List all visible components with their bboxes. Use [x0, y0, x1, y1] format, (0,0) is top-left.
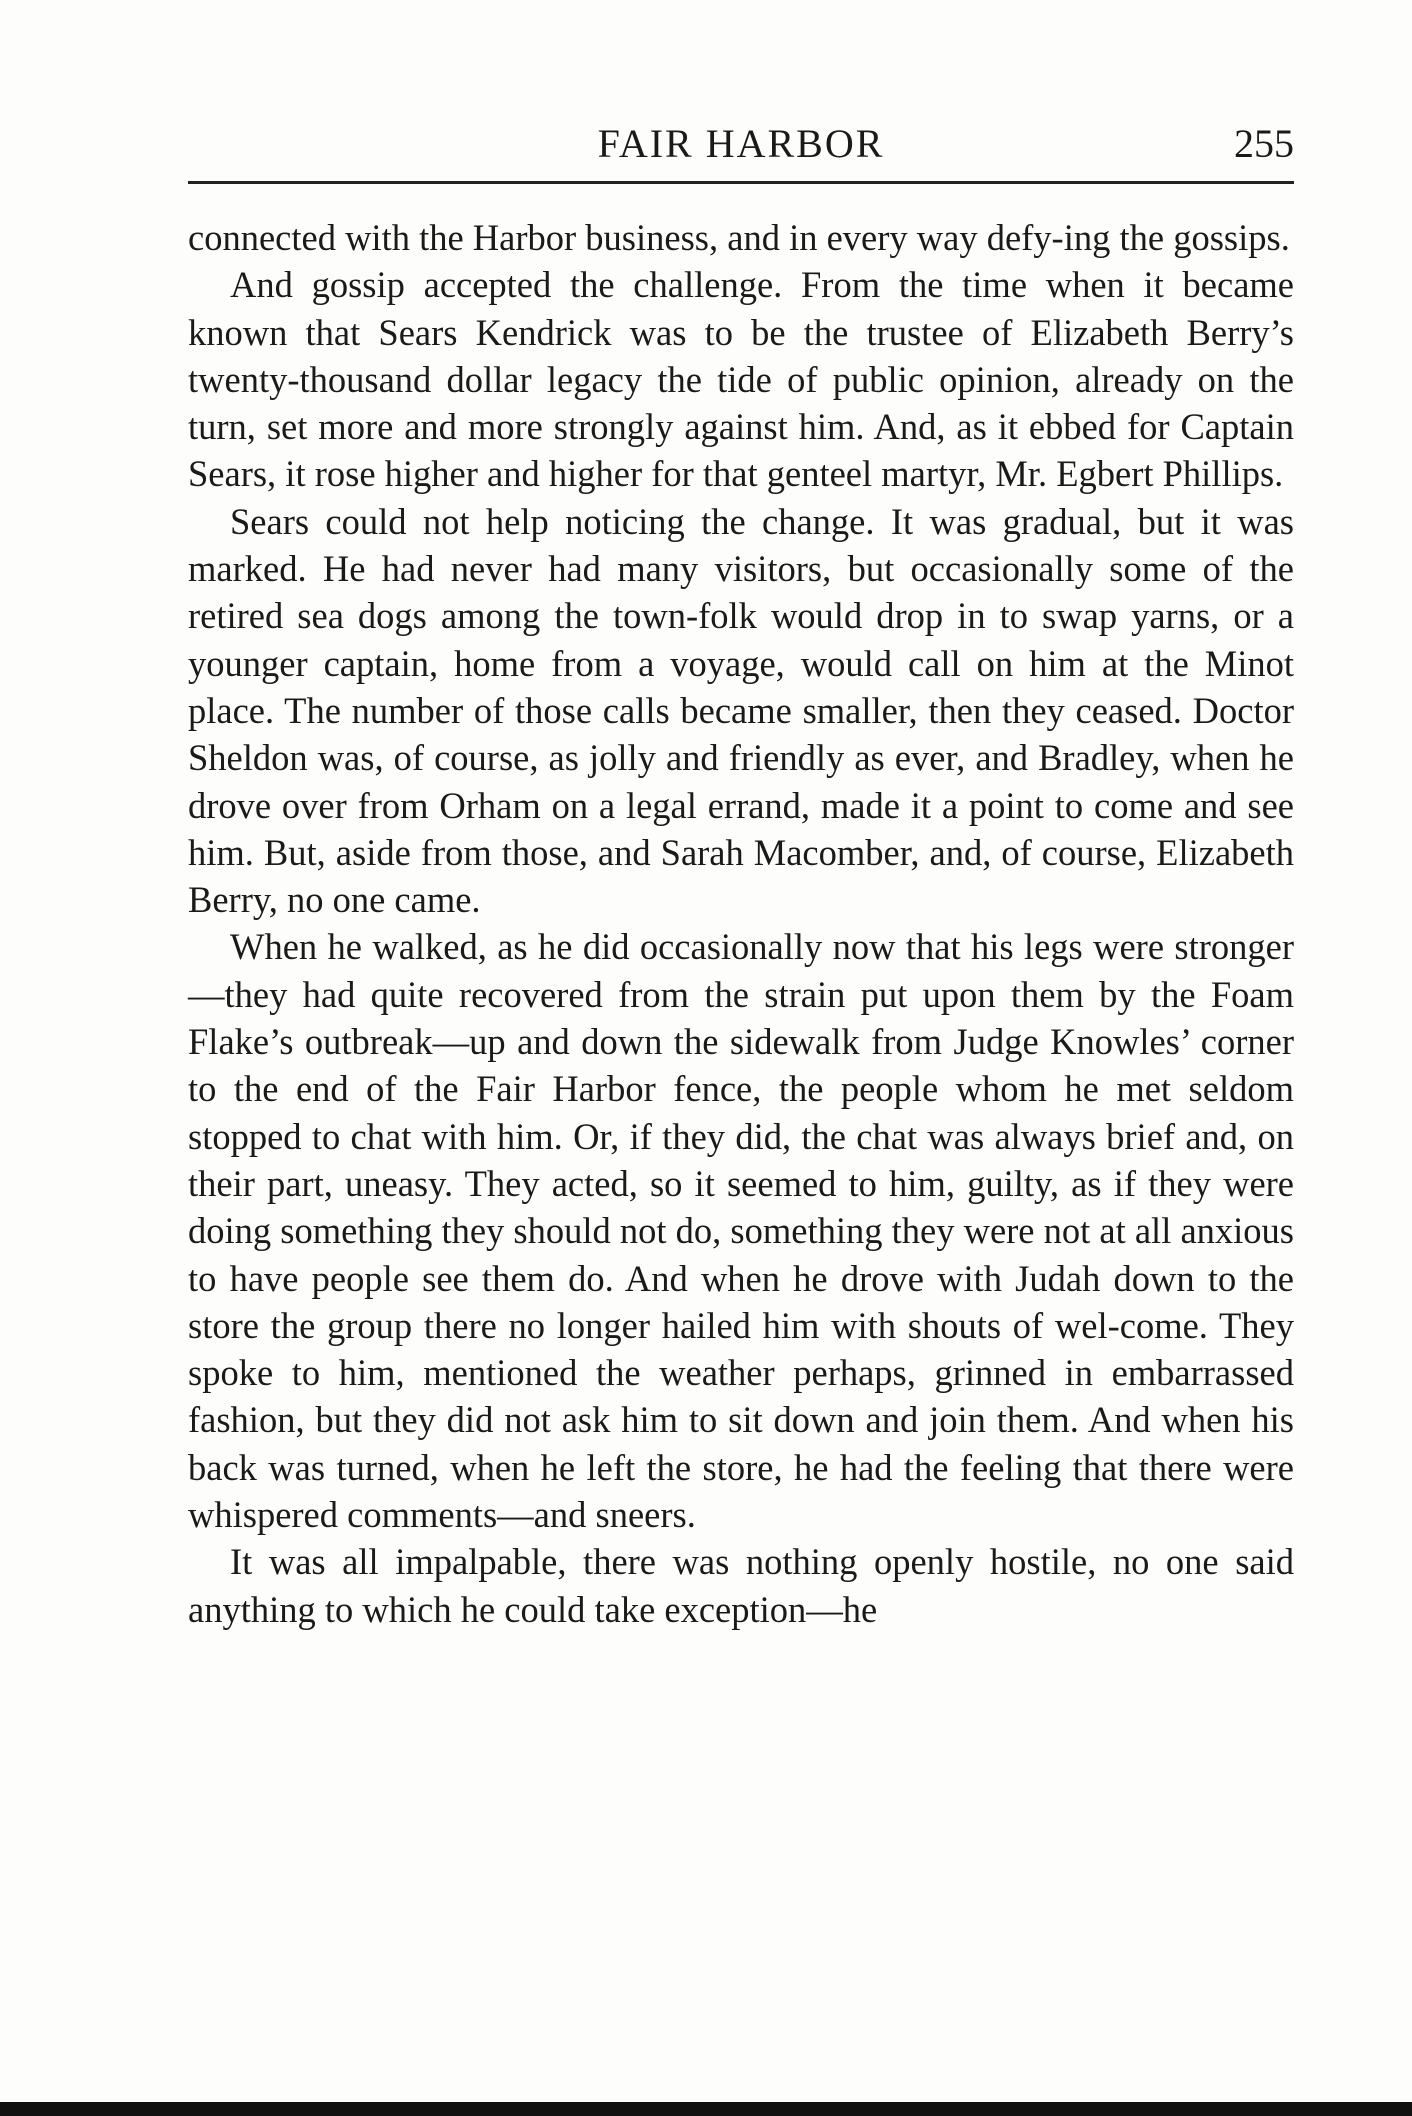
paragraph-continued: connected with the Harbor business, and in every way defy-ing the gossips.	[188, 217, 1290, 258]
paragraph: Sears could not help noticing the change. It was gradual, but it was marked. He had never had many visitors, but occasionally some of the retired sea dogs among the town-folk would drop in to swap yarns, or a younger captain, home from a voyage, would call on him at the Minot place. The number of those calls became smaller, then they ceased. Doctor Sheldon was, of course, as jolly and friendly as ever, and Bradley, when he drove over from Orham on a legal errand, made it a point to come and see him. But, aside from those, and Sarah Macomber, and, of course, Elizabeth Berry, no one came.	[188, 500, 1294, 921]
paragraph: And gossip accepted the challenge. From the time when it became known that Sears Kendrick was to be the trustee of Elizabeth Berry’s twenty-thousand dollar legacy the tide of public opinion, already on the turn, set more and more strongly against him. And, as it ebbed for Captain Sears, it rose higher and higher for that genteel martyr, Mr. Egbert Phillips.	[188, 264, 1294, 495]
scan-edge-band	[0, 2102, 1412, 2116]
page-number: 255	[1234, 121, 1294, 166]
paragraph: When he walked, as he did occasionally now that his legs were stronger—they had quite recovered from the strain put upon them by the Foam Flake’s outbreak—up and down the sidewalk from Judge Knowles’ corner to the end of the Fair Harbor fence, the people whom he met seldom stopped to chat with him. Or, if they did, the chat was always brief and, on their part, uneasy. They acted, so it seemed to him, guilty, as if they were doing something they should not do, something they were not at all anxious to have people see them do. And when he drove with Judah down to the store the group there no longer hailed him with shouts of wel-come. They spoke to him, mentioned the weather perhaps, grinned in embarrassed fashion, but they did not ask him to sit down and join them. And when his back was turned, when he left the store, he had the feeling that there were whispered comments—and sneers.	[188, 926, 1295, 1536]
paragraph: It was all impalpable, there was nothing openly hostile, no one said anything to which he could take exception—he	[188, 1541, 1294, 1630]
running-title: FAIR HARBOR	[597, 121, 885, 166]
header-rule	[188, 181, 1294, 184]
body-text	[188, 214, 1294, 1633]
running-head	[188, 118, 1294, 170]
